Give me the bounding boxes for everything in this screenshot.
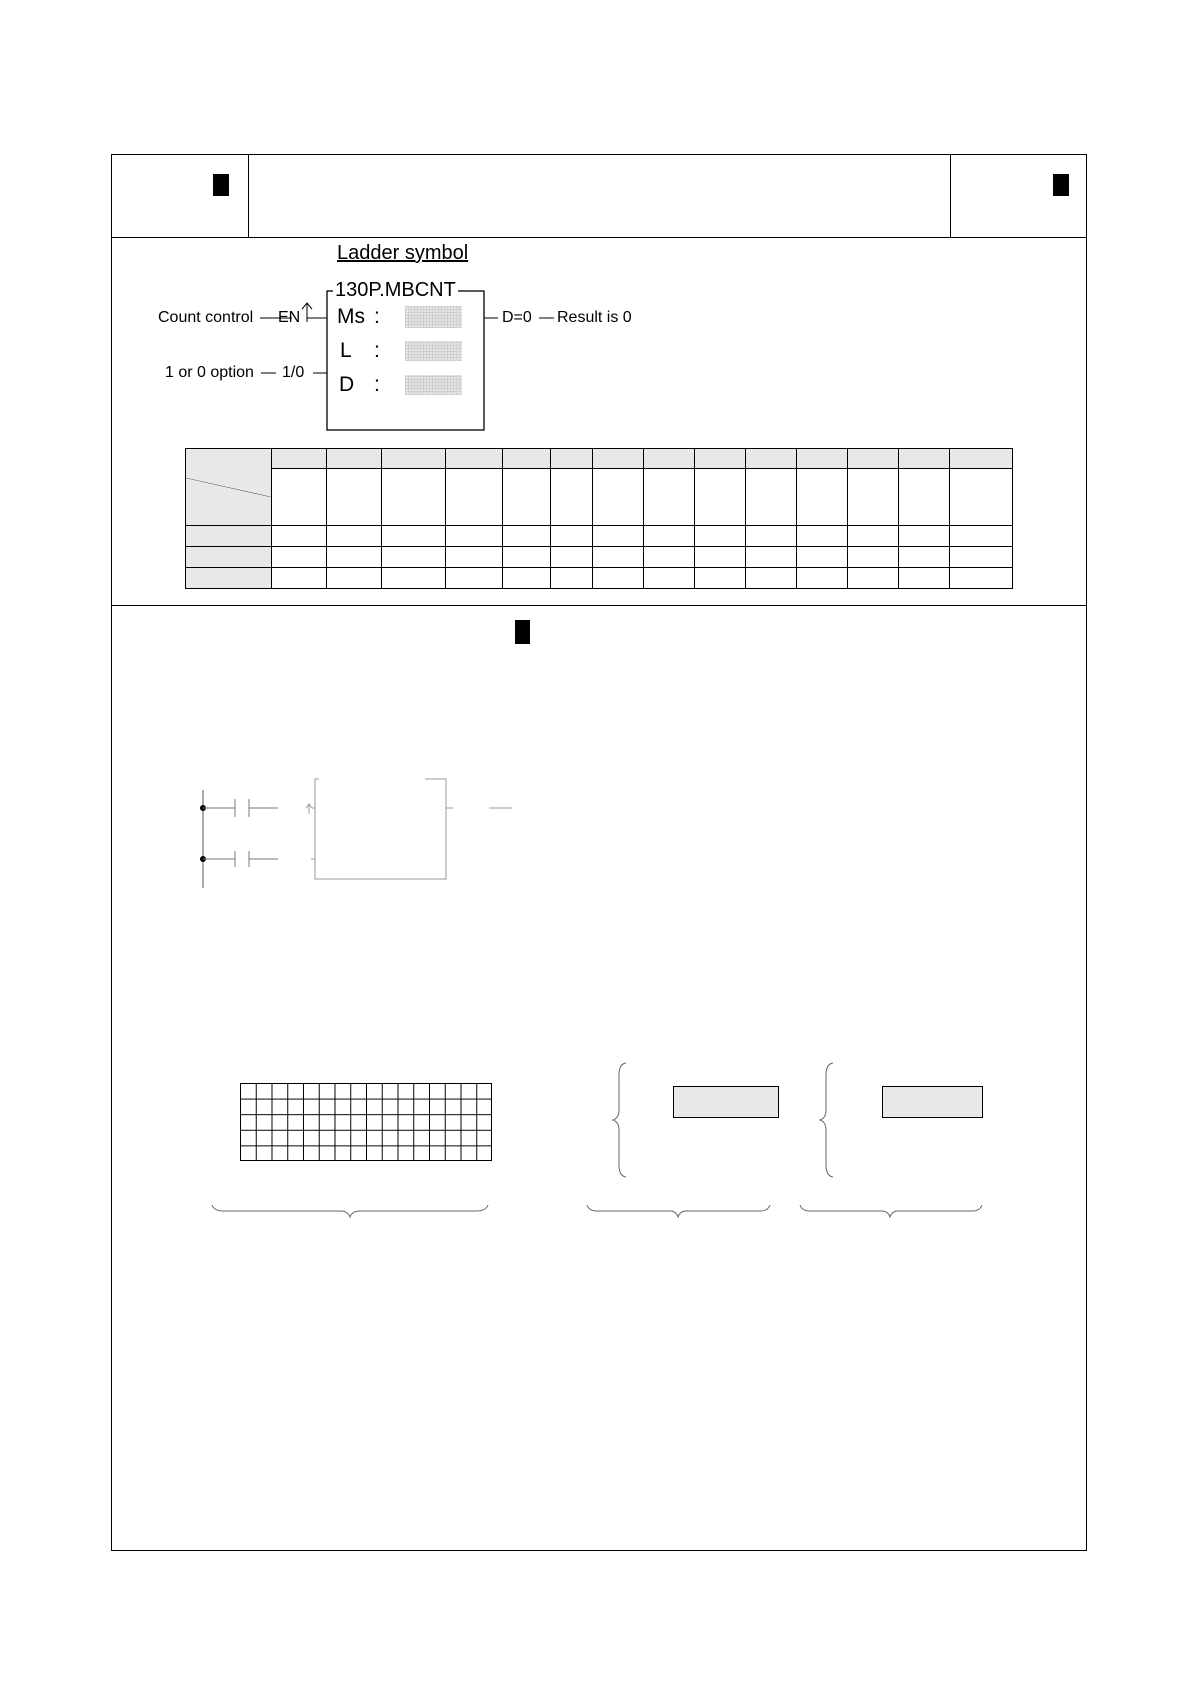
table-subheader-cell [503, 469, 551, 526]
table-header-cell [382, 449, 446, 469]
table-subheader-cell [695, 469, 746, 526]
table-subheader-cell [551, 469, 593, 526]
operand-table [185, 448, 1013, 589]
operand-ms-sep: : [374, 305, 380, 328]
table-subheader-row [186, 469, 1013, 526]
table-header-cell [272, 449, 327, 469]
table-row [186, 547, 1013, 568]
table-row [186, 568, 1013, 589]
option-label: 1 or 0 option [165, 364, 254, 381]
table-subheader-cell [848, 469, 899, 526]
table-subheader-cell [644, 469, 695, 526]
output-desc-label: Result is 0 [557, 309, 632, 326]
result-box-1 [673, 1086, 779, 1118]
bracket-diagram [0, 1050, 1190, 1230]
count-control-label: Count control [158, 309, 254, 326]
operand-l-sep: : [374, 339, 380, 362]
table-header-cell [503, 449, 551, 469]
table-header-row [186, 449, 1013, 469]
table-subheader-cell [446, 469, 503, 526]
horizontal-brace-grid [212, 1205, 488, 1217]
example-box-left [315, 779, 446, 879]
example-ladder-diagram [0, 600, 1190, 900]
vertical-brace-2 [820, 1063, 833, 1177]
table-subheader-cell [327, 469, 382, 526]
table-header-cell [446, 449, 503, 469]
table-subheader-cell [382, 469, 446, 526]
table-header-cell [695, 449, 746, 469]
vertical-brace-1 [613, 1063, 626, 1177]
output-flag-label: D=0 [502, 309, 532, 326]
table-header-cell [899, 449, 950, 469]
table-row [186, 526, 1013, 547]
instruction-name: 130P.MBCNT [335, 279, 456, 301]
en-pin-label: EN [278, 309, 301, 326]
operand-ms-value [405, 306, 462, 328]
ladder-symbol-title: Ladder symbol [337, 242, 469, 264]
table-subheader-cell [272, 469, 327, 526]
table-header-cell [327, 449, 382, 469]
operand-l-name: L [340, 339, 352, 362]
horizontal-brace-box1 [587, 1205, 770, 1217]
operand-d-name: D [339, 373, 355, 396]
table-header-cell [797, 449, 848, 469]
table-row-label [186, 568, 272, 589]
option-pin-label: 1/0 [282, 364, 305, 381]
operand-l-value [405, 341, 462, 361]
table-header-cell [593, 449, 644, 469]
result-box-2 [882, 1086, 983, 1118]
horizontal-brace-box2 [800, 1205, 982, 1217]
operand-d-value [405, 375, 462, 395]
table-header-cell [551, 449, 593, 469]
corner-diagonal [186, 478, 271, 497]
table-subheader-cell [746, 469, 797, 526]
table-corner-cell [186, 449, 272, 526]
table-subheader-cell [797, 469, 848, 526]
table-subheader-cell [899, 469, 950, 526]
table-header-cell [644, 449, 695, 469]
table-header-cell [746, 449, 797, 469]
operand-d-sep: : [374, 373, 380, 396]
ladder-symbol-diagram [0, 0, 1190, 450]
table-header-cell [950, 449, 1013, 469]
table-row-label [186, 547, 272, 568]
table-subheader-cell [950, 469, 1013, 526]
operand-ms-name: Ms [337, 305, 365, 328]
table-row-label [186, 526, 272, 547]
table-subheader-cell [593, 469, 644, 526]
table-header-cell [848, 449, 899, 469]
